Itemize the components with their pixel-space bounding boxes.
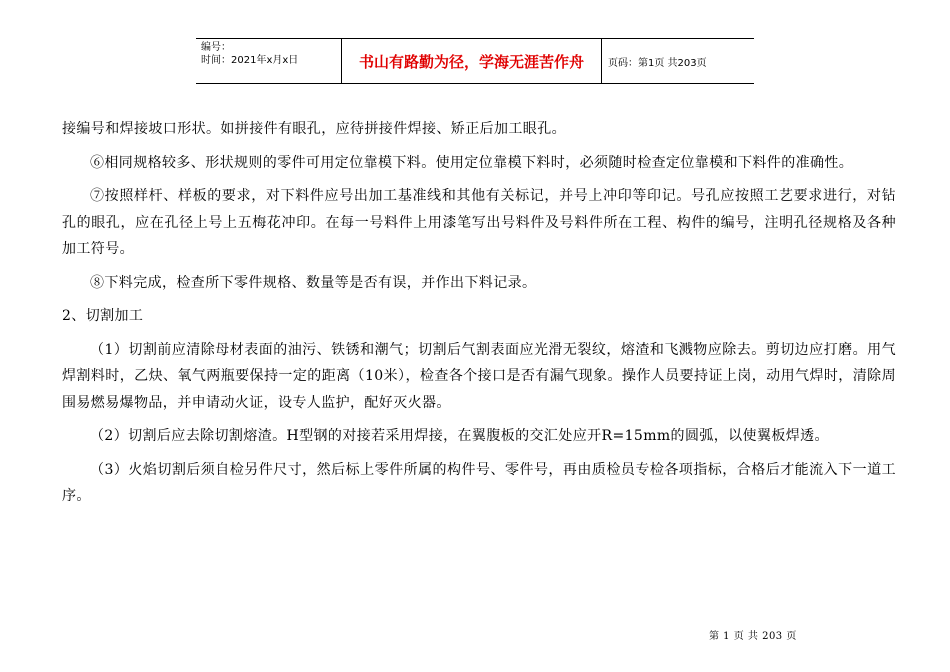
- header-info-cell: [196, 39, 342, 83]
- page-header: [196, 38, 754, 84]
- paragraph: （2）切割后应去除切割熔渣。H型钢的对接若采用焊接，在翼腹板的交汇处应开R=15mm的圆弧，以使翼板焊透。: [90, 428, 829, 444]
- paragraph: ⑥相同规格较多、形状规则的零件可用定位靠模下料。使用定位靠模下料时，必须随时检查定位靠模和下料件的准确性。: [90, 154, 854, 171]
- time-label: 时间：2021年x月x日: [201, 55, 299, 66]
- section-heading: 2、切割加工: [62, 308, 144, 324]
- paragraph: （3）火焰切割后须自检另件尺寸，然后标上零件所属的构件号、零件号，再由质检员专检各项指标，合格后才能流入下一道工序。: [62, 461, 896, 504]
- paragraph: 接编号和焊接坡口形状。如拼接件有眼孔，应待拼接件焊接、矫正后加工眼孔。: [62, 121, 566, 137]
- paragraph: ⑧下料完成，检查所下零件规格、数量等是否有误，并作出下料记录。: [90, 274, 537, 291]
- number-label: 编号：: [201, 42, 231, 53]
- document-body: [62, 116, 896, 517]
- header-page-code: 页码：第1页 共203页: [608, 57, 707, 69]
- page-footer: 第 1 页 共 203 页: [709, 631, 797, 642]
- paragraph: ⑦按照样杆、样板的要求，对下料件应号出加工基准线和其他有关标记，并号上冲印等印记。号孔应按照工艺要求进行，对钻孔的眼孔，应在孔径上号上五梅花冲印。在每一号料件上用漆笔写出号料件及号料件所在工程、构件的编号，注明孔径规格及各种加工符号。: [62, 188, 896, 257]
- paragraph: （1）切割前应清除母材表面的油污、铁锈和潮气；切割后气割表面应光滑无裂纹，熔渣和飞溅物应除去。剪切边应打磨。用气焊割料时，乙炔、氧气两瓶要保持一定的距离（10米），检查各个接口是否有漏气现象。操作人员要持证上岗，动用气焊时，清除周围易燃易爆物品，并申请动火证，设专人监护，配好灭火器。: [62, 341, 896, 411]
- header-motto: 书山有路勤为径，学海无涯苦作舟: [342, 39, 602, 83]
